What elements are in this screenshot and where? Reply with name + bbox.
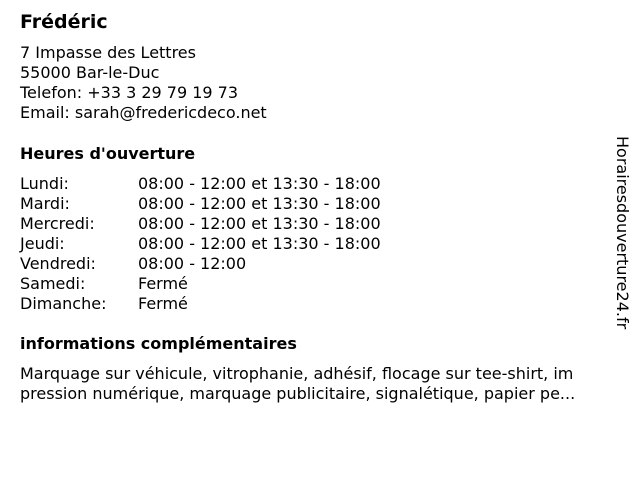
hours-day: Lundi: <box>20 174 69 193</box>
contact-block <box>20 43 267 123</box>
email-text: Email: sarah@fredericdeco.net <box>20 103 267 122</box>
hours-time: 08:00 - 12:00 et 13:30 - 18:00 <box>138 214 381 233</box>
hours-day: Vendredi: <box>20 254 96 273</box>
hours-row-vendredi <box>20 254 440 274</box>
address-line-city: 55000 Bar-le-Duc <box>20 63 160 82</box>
additional-info-line: Marquage sur véhicule, vitrophanie, adhésif, flocage sur tee-shirt, im <box>20 364 574 383</box>
hours-row-dimanche <box>20 294 440 314</box>
opening-hours-heading: Heures d'ouverture <box>20 144 196 163</box>
hours-time: 08:00 - 12:00 et 13:30 - 18:00 <box>138 194 381 213</box>
hours-row-mardi <box>20 194 440 214</box>
business-name: Frédéric <box>20 11 108 33</box>
hours-row-lundi <box>20 174 440 194</box>
hours-time: Fermé <box>138 274 188 293</box>
additional-info-line: pression numérique, marquage publicitaire, signalétique, papier pe... <box>20 384 576 403</box>
opening-hours-table <box>20 174 440 314</box>
hours-day: Jeudi: <box>20 234 65 253</box>
hours-row-jeudi <box>20 234 440 254</box>
additional-info-text <box>20 364 624 404</box>
additional-info-heading: informations complémentaires <box>20 334 297 353</box>
hours-time: 08:00 - 12:00 et 13:30 - 18:00 <box>138 234 381 253</box>
hours-day: Dimanche: <box>20 294 107 313</box>
hours-day: Mercredi: <box>20 214 95 233</box>
phone-text: Telefon: +33 3 29 79 19 73 <box>20 83 239 102</box>
hours-time: 08:00 - 12:00 <box>138 254 247 273</box>
hours-time: Fermé <box>138 294 188 313</box>
address-line-street: 7 Impasse des Lettres <box>20 43 196 62</box>
hours-time: 08:00 - 12:00 et 13:30 - 18:00 <box>138 174 381 193</box>
hours-row-mercredi <box>20 214 440 234</box>
hours-day: Mardi: <box>20 194 70 213</box>
hours-row-samedi <box>20 274 440 294</box>
hours-day: Samedi: <box>20 274 86 293</box>
site-watermark: Horairesdouverture24.fr <box>613 136 632 330</box>
